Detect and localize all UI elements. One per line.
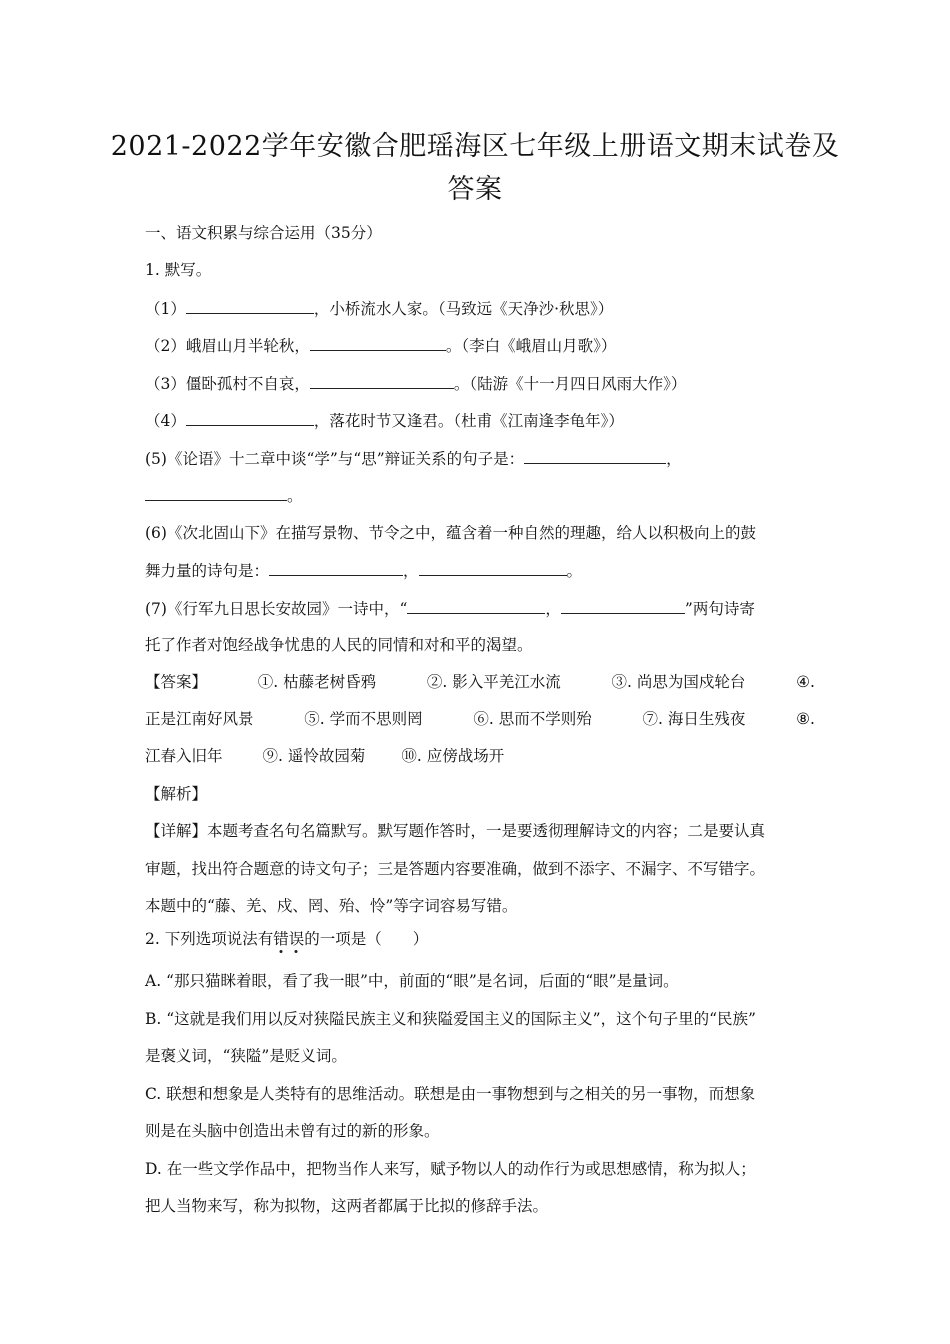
q1-item-5-sep: ，: [666, 450, 682, 468]
answer-5: ⑤. 学而不思则罔: [304, 710, 423, 728]
detail-line-1: 【详解】本题考查名句名篇默写。默写题作答时，一是要透彻理解诗文的内容；二是要认真: [145, 822, 766, 840]
q1-item-2: [145, 334, 815, 357]
q1-item-3: [145, 372, 815, 395]
q1-item-5-cont: [145, 484, 815, 507]
q1-item-6-line2: [145, 559, 815, 582]
q2-option-d-line2: 把人当物来写，称为拟物，这两者都属于比拟的修辞手法。: [145, 1197, 549, 1215]
question-1-stem: 1. 默写。: [145, 261, 212, 279]
section-heading: 一、语文积累与综合运用（35分）: [145, 224, 382, 242]
q1-item-2-blank: [310, 334, 446, 351]
answer-label: 【答案】: [145, 673, 208, 691]
q1-item-1-suffix: ，小桥流水人家。（马致远《天净沙·秋思》）: [313, 300, 614, 318]
q1-item-4: [145, 409, 815, 432]
q2-emphasis-char-1: 错: [273, 930, 289, 948]
analysis-label: 【解析】: [145, 785, 208, 803]
q1-item-6-blank-1: [269, 559, 403, 576]
detail-line-2: 审题，找出符合题意的诗文句子；三是答题内容要准确，做到不添字、不漏字、不写错字。: [145, 860, 766, 878]
q1-item-7-blank-1: [407, 597, 545, 614]
q1-item-3-suffix: 。（陆游《十一月四日风雨大作》）: [453, 375, 687, 393]
answer-row-3: [145, 745, 815, 767]
answer-8-text: 江春入旧年: [145, 747, 223, 765]
q1-item-7-text: (7)《行军九日思长安故园》一诗中，“: [145, 600, 408, 618]
q1-item-1-prefix: （1）: [145, 300, 186, 318]
q1-item-1: [145, 297, 815, 320]
q1-item-4-prefix: （4）: [145, 412, 186, 430]
q2-option-a: A. “那只猫眯着眼，看了我一眼”中，前面的“眼”是名词，后面的“眼”是量词。: [145, 972, 679, 990]
q2-option-b-line1: B. “这就是我们用以反对狭隘民族主义和狭隘爱国主义的国际主义”，这个句子里的“民族”: [145, 1010, 756, 1028]
q1-item-5-end: 。: [287, 487, 303, 505]
answer-10: ⑩. 应傍战场开: [401, 747, 505, 765]
q1-item-7-sep: ，: [545, 600, 561, 618]
q1-item-6-line1: (6)《次北固山下》在描写景物、节令之中，蕴含着一种自然的理趣，给人以积极向上的鼓: [145, 524, 756, 542]
answer-4-text: 正是江南好风景: [145, 710, 254, 728]
q1-item-7-blank-2: [561, 597, 685, 614]
q1-item-3-blank: [310, 372, 454, 389]
q1-item-5: [145, 447, 815, 470]
answer-8-number: ⑧.: [796, 710, 815, 728]
q2-option-c-line2: 则是在头脑中创造出未曾有过的新的形象。: [145, 1122, 440, 1140]
answer-row-2: [145, 708, 815, 730]
q1-item-6-end: 。: [566, 562, 583, 580]
q1-item-5-text: (5)《论语》十二章中谈“学”与“思”辩证关系的句子是：: [145, 450, 525, 468]
q1-item-6-blank-2: [419, 559, 567, 576]
q2-emphasis-char-2: 误: [288, 930, 305, 948]
q1-item-7-line2: 托了作者对饱经战争忧患的人民的同情和对和平的渴望。: [145, 636, 533, 654]
q1-item-6-text: 舞力量的诗句是：: [145, 562, 270, 580]
q2-stem-before: 2. 下列选项说法有: [145, 930, 274, 948]
q1-item-3-text: （3）僵卧孤村不自哀，: [145, 375, 310, 393]
q2-option-d-line1: D. 在一些文学作品中，把物当作人来写，赋予物以人的动作行为或思想感情，称为拟人；: [145, 1160, 756, 1178]
document-title-line1: 2021-2022学年安徽合肥瑶海区七年级上册语文期末试卷及: [110, 131, 840, 162]
document-title-line2: 答案: [447, 174, 503, 205]
answer-7: ⑦. 海日生残夜: [642, 710, 746, 728]
answer-1: ①. 枯藤老树昏鸦: [257, 673, 377, 691]
detail-line-3: 本题中的“藤、羌、戍、罔、殆、怜”等字词容易写错。: [145, 897, 518, 915]
q1-item-5-blank-2: [145, 484, 287, 501]
question-2-stem: [145, 928, 815, 950]
q2-option-b-line2: 是褒义词，“狭隘”是贬义词。: [145, 1047, 347, 1065]
q1-item-4-blank: [186, 409, 314, 426]
answer-9: ⑨. 遥怜故园菊: [262, 747, 366, 765]
q1-item-5-blank-1: [524, 447, 666, 464]
answer-row-1: [145, 671, 815, 693]
q1-item-2-text: （2）峨眉山月半轮秋，: [145, 337, 310, 355]
q1-item-7-suffix: ”两句诗寄: [684, 600, 755, 618]
q1-item-4-suffix: ，落花时节又逢君。（杜甫《江南逢李龟年》）: [313, 412, 624, 430]
answer-2: ②. 影入平羌江水流: [426, 673, 561, 691]
q1-item-1-blank: [186, 297, 314, 314]
answer-4-number: ④.: [796, 673, 815, 691]
q1-item-7-line1: [145, 597, 815, 620]
q2-option-c-line1: C. 联想和想象是人类特有的思维活动。联想是由一事物想到与之相关的另一事物，而想象: [145, 1085, 756, 1103]
q2-stem-after: 的一项是（ ）: [304, 930, 429, 948]
q1-item-2-suffix: 。（李白《峨眉山月歌》）: [445, 337, 617, 355]
answer-6: ⑥. 思而不学则殆: [473, 710, 592, 728]
q1-item-6-sep: ，: [403, 562, 419, 580]
answer-3: ③. 尚思为国戍轮台: [611, 673, 746, 691]
